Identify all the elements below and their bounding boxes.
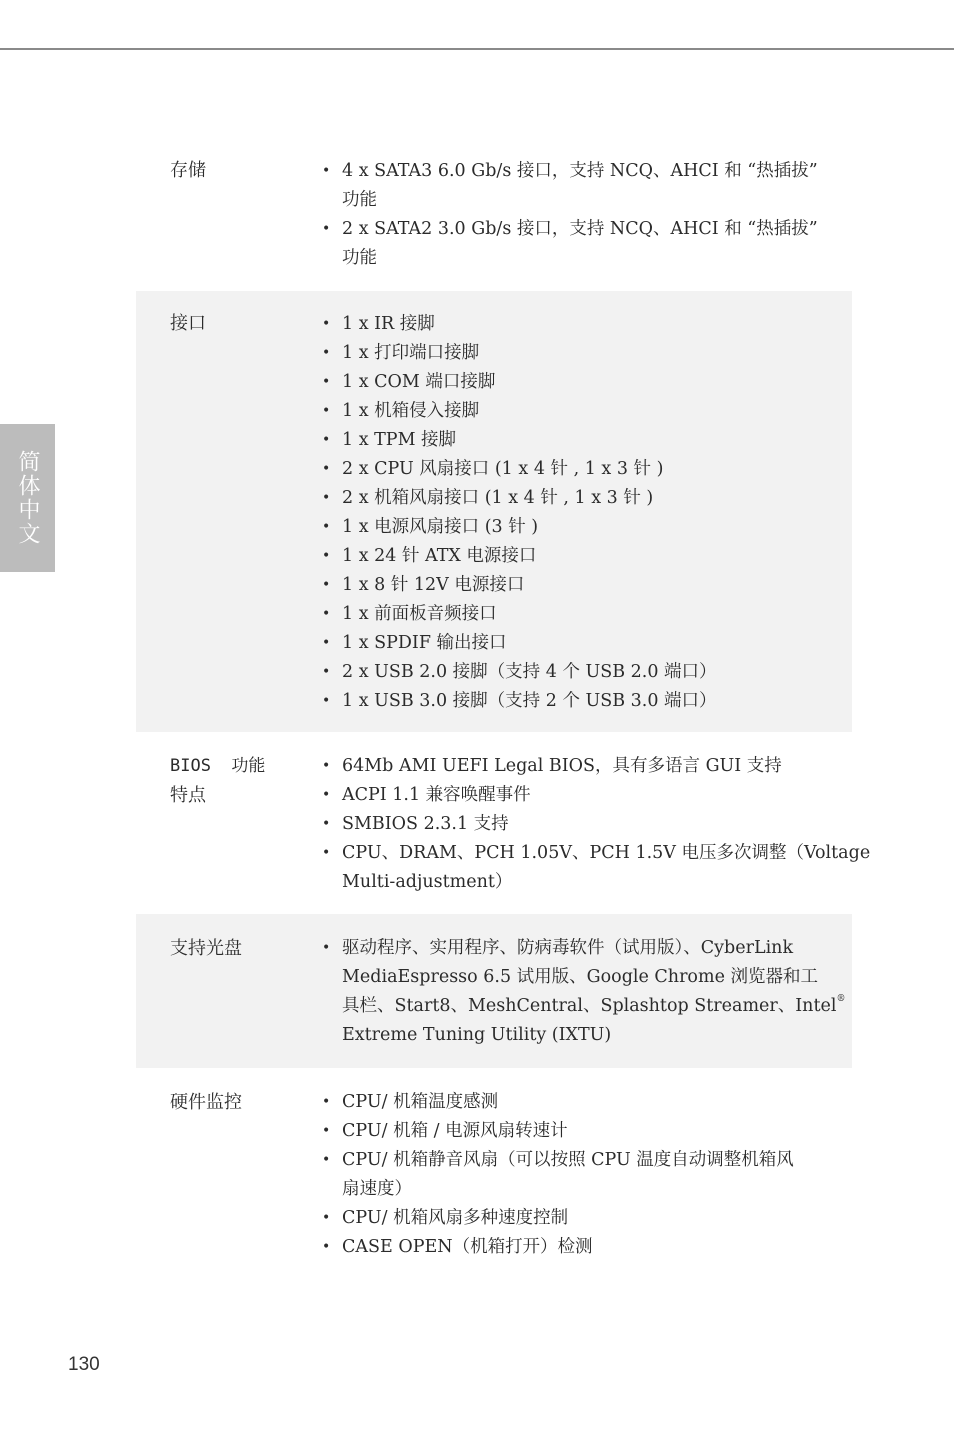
list-item: • 2 x CPU 风扇接口 (1 x 4 针 , 1 x 3 针 ) bbox=[322, 455, 832, 484]
list-item: • CPU/ 机箱风扇多种速度控制 bbox=[322, 1204, 832, 1233]
spec-label-support-cd: 支持光盘 bbox=[170, 938, 242, 959]
list-item: • SMBIOS 2.3.1 支持 bbox=[322, 810, 832, 839]
spec-list-support-cd bbox=[322, 934, 846, 1050]
registered-mark: ® bbox=[836, 994, 846, 1004]
list-item: • 1 x 24 针 ATX 电源接口 bbox=[322, 542, 832, 571]
spec-list-connector bbox=[322, 310, 832, 716]
spec-label-storage: 存储 bbox=[170, 160, 206, 181]
spec-row-bios bbox=[136, 732, 871, 914]
spec-row-support-cd bbox=[136, 914, 852, 1068]
language-side-tab: 简体中文 bbox=[0, 424, 55, 572]
list-item: • CPU/ 机箱温度感测 bbox=[322, 1088, 832, 1117]
list-item: • 1 x IR 接脚 bbox=[322, 310, 832, 339]
list-item: • 1 x 打印端口接脚 bbox=[322, 339, 832, 368]
spec-label-hardware-monitor: 硬件监控 bbox=[170, 1092, 242, 1113]
list-item: • 1 x USB 3.0 接脚（支持 2 个 USB 3.0 端口） bbox=[322, 687, 832, 716]
list-item: • 1 x 机箱侵入接脚 bbox=[322, 397, 832, 426]
spec-row-connector bbox=[136, 291, 852, 732]
list-item: • 2 x USB 2.0 接脚（支持 4 个 USB 2.0 端口） bbox=[322, 658, 832, 687]
page-number: 130 bbox=[68, 1354, 100, 1375]
list-item: • CPU/ 机箱 / 电源风扇转速计 bbox=[322, 1117, 832, 1146]
list-item: • CPU、DRAM、PCH 1.05V、PCH 1.5V 电压多次调整（Voltage Multi-adjustment） bbox=[322, 839, 832, 897]
list-item: • CASE OPEN（机箱打开）检测 bbox=[322, 1233, 832, 1262]
spec-list-storage bbox=[322, 157, 832, 273]
list-item: • 1 x 电源风扇接口 (3 针 ) bbox=[322, 513, 832, 542]
list-item: • 1 x 8 针 12V 电源接口 bbox=[322, 571, 832, 600]
list-item: • 1 x TPM 接脚 bbox=[322, 426, 832, 455]
spec-list-hardware-monitor bbox=[322, 1088, 832, 1262]
list-item: • ACPI 1.1 兼容唤醒事件 bbox=[322, 781, 832, 810]
spec-label-connector: 接口 bbox=[170, 313, 206, 334]
list-item: • 1 x COM 端口接脚 bbox=[322, 368, 832, 397]
spec-row-storage bbox=[136, 148, 852, 290]
list-item: • 1 x SPDIF 输出接口 bbox=[322, 629, 832, 658]
spec-row-hardware-monitor bbox=[136, 1068, 852, 1268]
spec-label-bios: BIOS 功能 特点 bbox=[170, 756, 266, 806]
list-item: • 驱动程序、实用程序、防病毒软件（试用版）、CyberLink MediaEspresso 6.5 试用版、Google Chrome 浏览器和工 具栏、Start8、MeshCentral、Splashtop Streamer、Intel® Extreme Tuning Utility (IXTU) bbox=[322, 934, 832, 1050]
spec-list-bios bbox=[322, 752, 871, 897]
list-item: • 4 x SATA3 6.0 Gb/s 接口，支持 NCQ、AHCI 和 “热插拔” 功能 bbox=[322, 157, 832, 215]
list-item: • CPU/ 机箱静音风扇（可以按照 CPU 温度自动调整机箱风 扇速度） bbox=[322, 1146, 832, 1204]
list-item: • 2 x 机箱风扇接口 (1 x 4 针 , 1 x 3 针 ) bbox=[322, 484, 832, 513]
list-item: • 2 x SATA2 3.0 Gb/s 接口，支持 NCQ、AHCI 和 “热插拔” 功能 bbox=[322, 215, 832, 273]
list-item: • 64Mb AMI UEFI Legal BIOS，具有多语言 GUI 支持 bbox=[322, 752, 832, 781]
top-rule bbox=[0, 48, 954, 50]
list-item: • 1 x 前面板音频接口 bbox=[322, 600, 832, 629]
